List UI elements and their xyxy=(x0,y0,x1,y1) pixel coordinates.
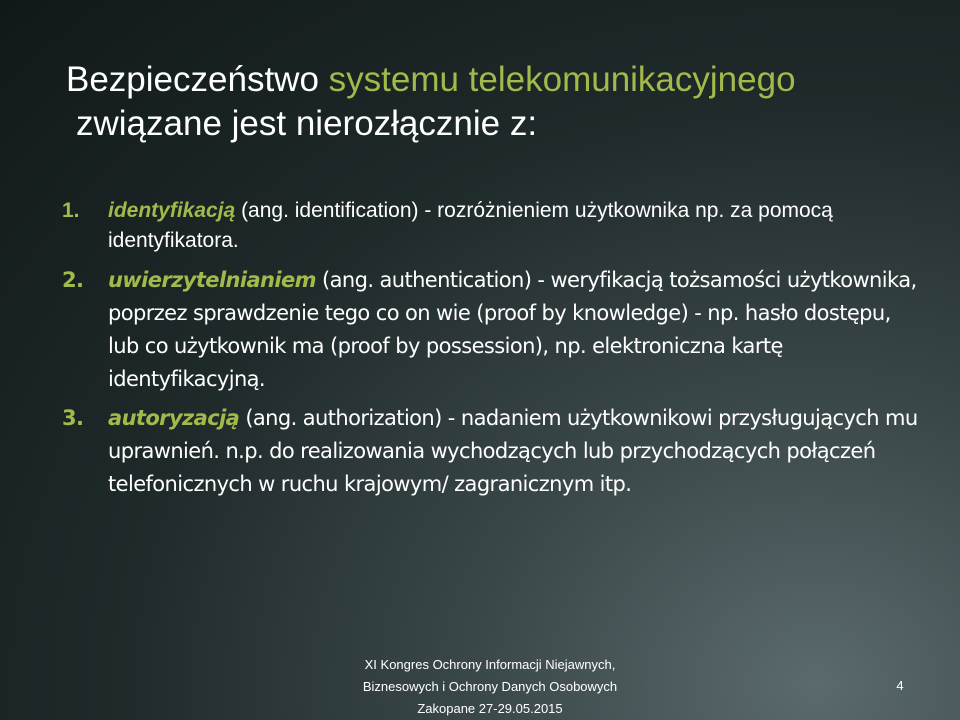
title-line2: związane jest nierozłącznie z: xyxy=(76,104,538,143)
page-number: 4 xyxy=(896,678,904,693)
title-accent: systemu telekomunikacyjnego xyxy=(328,60,796,99)
list-item-term: autoryzacją xyxy=(108,406,240,430)
list-item-number: 3. xyxy=(62,406,84,430)
slide-title xyxy=(66,58,926,146)
list-item-text: (ang. identification) - rozróżnieniem użytkownika np. za pomocą identyfikatora. xyxy=(108,199,833,252)
footer-line3: Zakopane 27-29.05.2015 xyxy=(417,701,563,716)
list-item-term: identyfikacją xyxy=(108,199,236,222)
footer-line1: XI Kongres Ochrony Informacji Niejawnych, xyxy=(364,657,616,672)
list-item-number: 2. xyxy=(62,268,84,292)
footer-line2: Biznesowych i Ochrony Danych Osobowych xyxy=(362,679,618,694)
numbered-list xyxy=(62,196,922,501)
list-item-text: (ang. authentication) - weryfikacją tożsamości użytkownika, poprzez sprawdzenie tego co on wie (proof by knowledge) - np. hasło dostępu, lub co użytkownik ma (proof by possession), np. elektroniczna kartę identyfikacyjną. xyxy=(108,268,917,391)
title-part1: Bezpieczeństwo xyxy=(66,60,329,99)
list-item xyxy=(62,196,922,256)
footer xyxy=(300,654,680,720)
list-item xyxy=(62,264,922,396)
list-item-number: 1. xyxy=(62,199,80,222)
list-item-text: (ang. authorization) - nadaniem użytkownikowi przysługujących mu uprawnień. n.p. do realizowania wychodzących lub przychodzących połączeń telefonicznych w ruchu krajowym/ zagranicznym itp. xyxy=(108,406,918,496)
list-item-term: uwierzytelnianiem xyxy=(108,268,316,292)
list-item xyxy=(62,402,922,501)
